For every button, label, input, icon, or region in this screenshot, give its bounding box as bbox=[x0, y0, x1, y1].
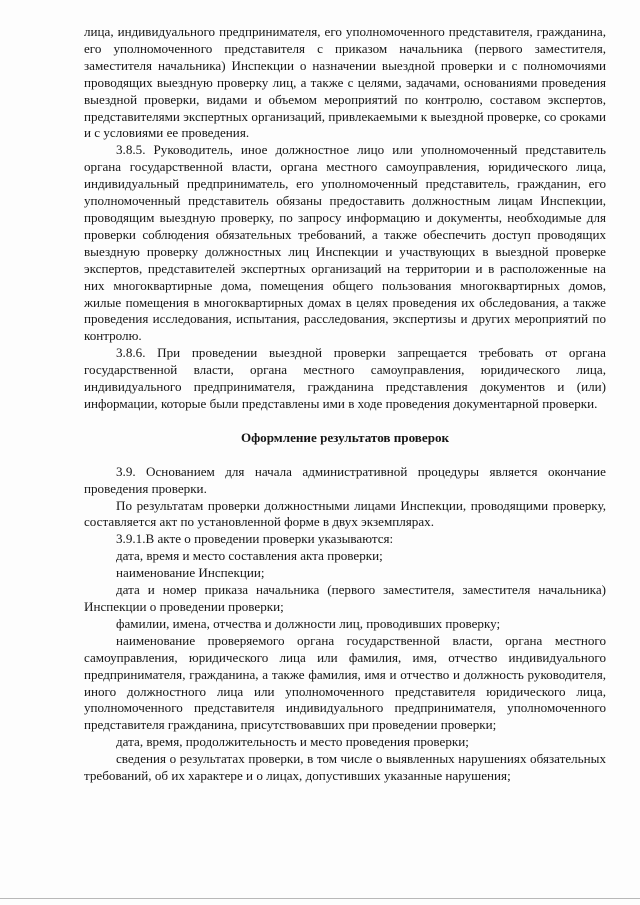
list-item-date-place: дата, время и место составления акта проверки; bbox=[116, 548, 383, 564]
list-item-order: дата и номер приказа начальника (первого заместителя, заместителя начальника) Инспекции о проведении проверки; bbox=[84, 582, 606, 614]
paragraph-3-9: 3.9. Основанием для начала административной процедуры является окончание проведения проверки. bbox=[84, 463, 606, 496]
list-item-inspection-name: наименование Инспекции; bbox=[116, 565, 265, 581]
list-item-duration: дата, время, продолжительность и место проведения проверки; bbox=[116, 734, 469, 750]
paragraph-continuation: лица, индивидуального предпринимателя, его уполномоченного представителя, гражданина, его уполномоченного представителя с приказом начальника (первого заместителя, заместителя начальника) Инспекции о назначении выездной проверки и с полномочиями проводящих выездную проверку лиц, а также с целями, задачами, основаниями проведения выездной проверки, видами и объемом мероприятий по контролю, составом экспертов, представителями экспертных организаций, привлекаемыми к выездной проверке, со сроками и с условиями ее проведения. bbox=[84, 24, 606, 141]
list-item-inspected-party: наименование проверяемого органа государственной власти, органа местного самоуправления, юридического лица или фамилия, имя, отчество индивидуального предпринимателя, гражданина, а также фамилия, имя и отчество и должность руководителя, иного должностного лица или уполномоченного представителя юридического лица, уполномоченного представителя индивидуального предпринимателя, уполномоченного представителя гражданина, присутствовавших при проведении проверки; bbox=[84, 632, 606, 733]
section-heading: Оформление результатов проверок bbox=[240, 429, 450, 445]
paragraph-3-8-6: 3.8.6. При проведении выездной проверки запрещается требовать от органа государственной власти, органа местного самоуправления, юридического лица, индивидуального предпринимателя, гражданина представления документов и (или) информации, которые были представлены ими в ходе проведения документарной проверки. bbox=[84, 345, 606, 411]
paragraph-act-drafting: По результатам проверки должностными лицами Инспекции, проводящими проверку, составляется акт по установленной форме в двух экземплярах. bbox=[84, 497, 606, 530]
list-item-results: сведения о результатах проверки, в том числе о выявленных нарушениях обязательных требований, об их характере и о лицах, допустивших указанные нарушения; bbox=[84, 751, 606, 784]
paragraph-3-8-5: 3.8.5. Руководитель, иное должностное лицо или уполномоченный представитель органа государственной власти, органа местного самоуправления, юридического лица, индивидуальный предприниматель, его уполномоченный представитель, гражданин, его уполномоченный представитель обязаны предоставить должностным лицам Инспекции, проводящим выездную проверку, по запросу информацию и документы, необходимые для проверки соблюдения обязательных требований, а также обеспечить доступ проводящих выездную проверку должностных лиц Инспекции и участвующих в выездной проверке экспертов, представителей экспертных организаций на территории и в расположенные на них многоквартирные дома, помещения общего пользования многоквартирных домов, жилые помещения в многоквартирных домах в целях проведения их обследования, а также проведения исследования, испытания, расследования, экспертизы и других мероприятий по контролю. bbox=[84, 142, 606, 344]
list-item-inspectors: фамилии, имена, отчества и должности лиц, проводивших проверку; bbox=[116, 615, 501, 631]
paragraph-3-9-1: 3.9.1.В акте о проведении проверки указываются: bbox=[116, 531, 394, 547]
page-bottom-edge bbox=[0, 898, 640, 899]
document-body bbox=[84, 24, 606, 785]
